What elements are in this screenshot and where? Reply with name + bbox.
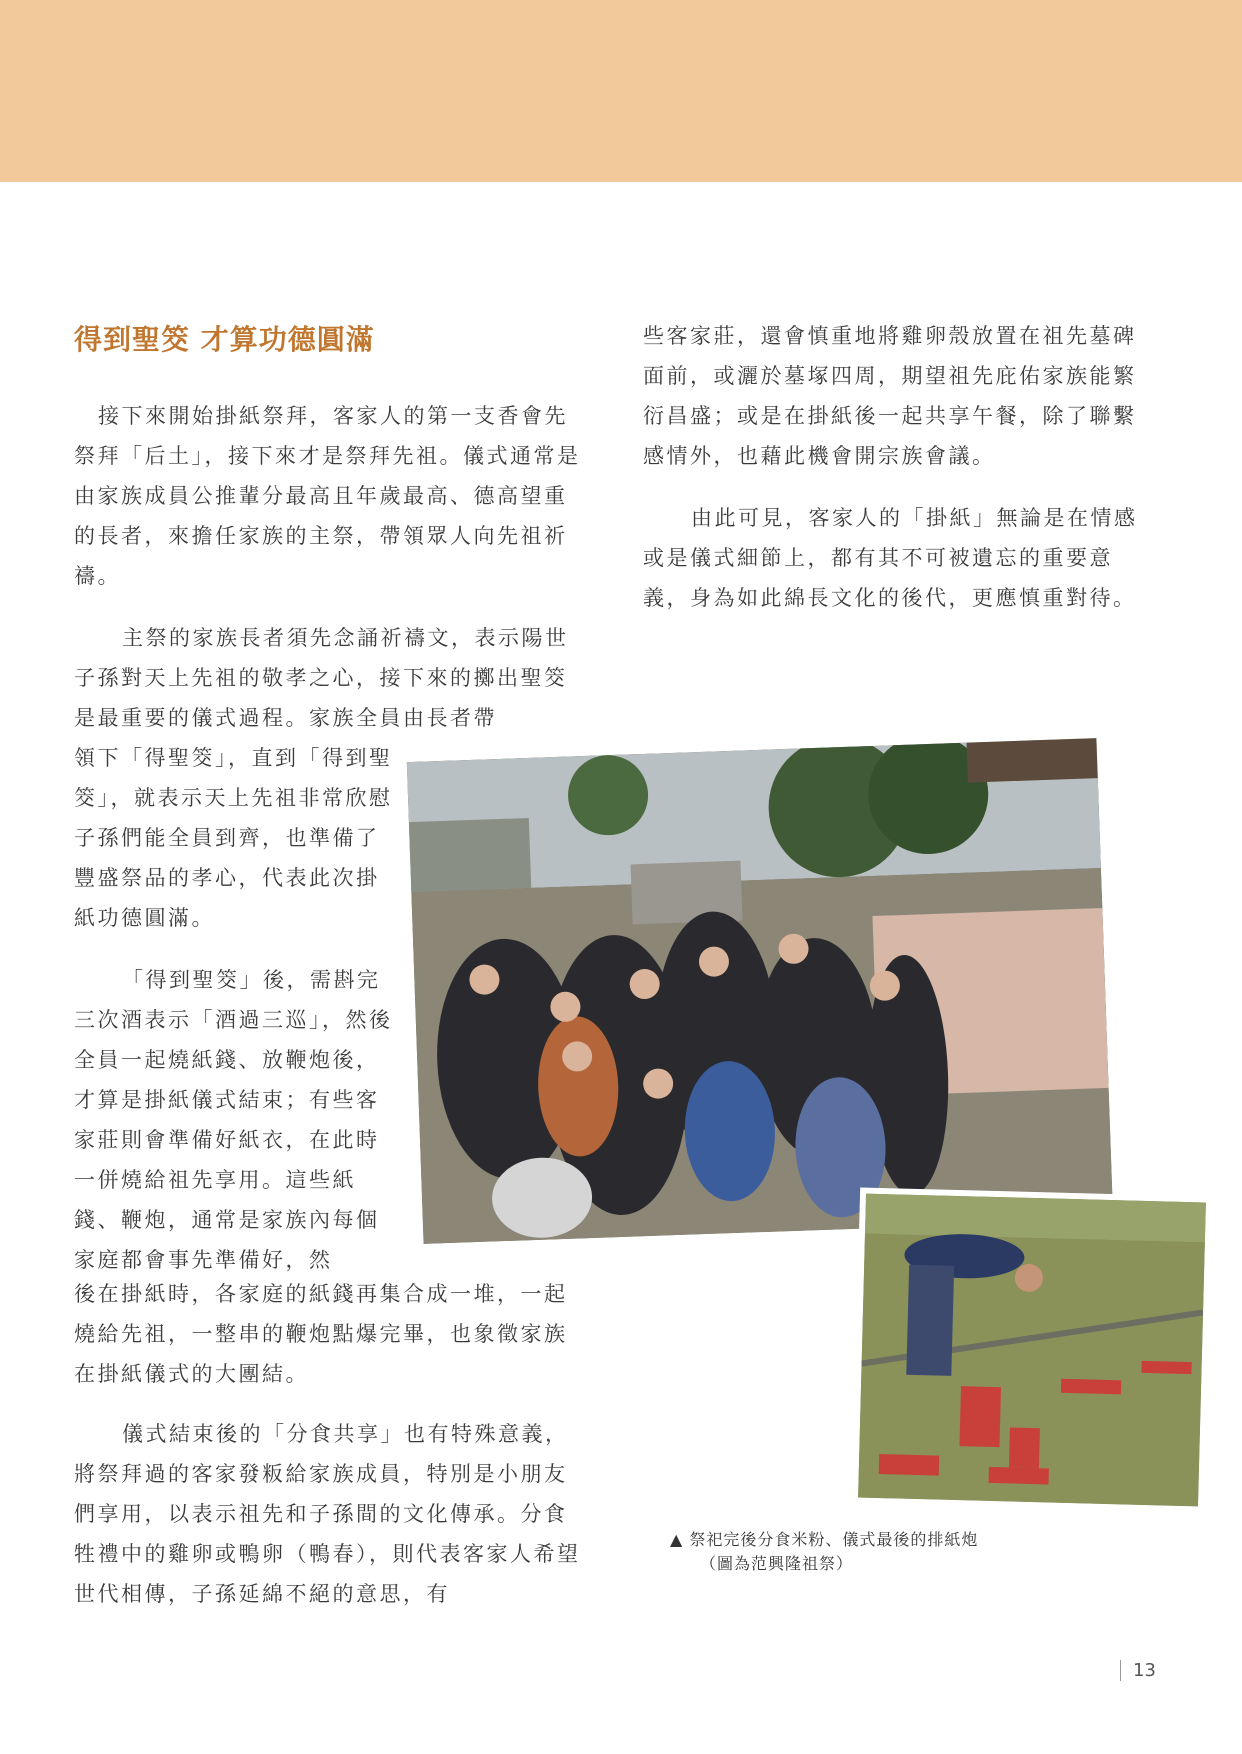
left-column-top bbox=[74, 396, 584, 760]
left-column-continuation bbox=[74, 1274, 584, 1416]
paragraph: 主祭的家族長者須先念誦祈禱文，表示陽世子孫對天上先祖的敬孝之心，接下來的擲出聖筊是最重要的儀式過程。家族全員由長者帶 bbox=[74, 626, 569, 730]
paragraph: 「得到聖筊」後，需斟完三次酒表示「酒過三巡」，然後全員一起燒紙錢、放鞭炮後，才算是掛紙儀式結束；有些客家莊則會準備好紙衣，在此時一併燒給祖先享用。這些紙錢、鞭炮，通常是家族內每個家庭都會事先準備好，然 bbox=[74, 968, 393, 1272]
ceremony-crowd-photo bbox=[407, 738, 1113, 1244]
paragraph: 後在掛紙時，各家庭的紙錢再集合成一堆，一起燒給先祖，一整串的鞭炮點爆完畢，也象徵家族在掛紙儀式的大團結。 bbox=[74, 1282, 568, 1386]
photo-caption bbox=[670, 1528, 978, 1576]
paragraph: 些客家莊，還會慎重地將雞卵殼放置在祖先墓碑面前，或灑於墓塚四周，期望祖先庇佑家族能繁衍昌盛；或是在掛紙後一起共享午餐，除了聯繫感情外，也藉此機會開宗族會議。 bbox=[643, 324, 1137, 468]
firecracker-grass-photo bbox=[858, 1194, 1206, 1507]
paragraph: 儀式結束後的「分食共享」也有特殊意義，將祭拜過的客家發粄給家族成員，特別是小朋友們享用，以表示祖先和子孫間的文化傳承。分食牲禮中的雞卵或鴨卵（鴨春），則代表客家人希望世代相傳，子孫延綿不絕的意思，有 bbox=[74, 1422, 581, 1606]
header-banner bbox=[0, 0, 1242, 182]
left-column-narrow bbox=[74, 738, 394, 1280]
paragraph: 由此可見，客家人的「掛紙」無論是在情感或是儀式細節上，都有其不可被遺忘的重要意義，身為如此綿長文化的後代，更應慎重對待。 bbox=[643, 506, 1138, 610]
left-column-bottom bbox=[74, 1414, 584, 1636]
caption-line: （圖為范興隆祖祭） bbox=[700, 1554, 854, 1573]
right-column bbox=[643, 316, 1153, 640]
paragraph: 領下「得聖筊」，直到「得到聖筊」，就表示天上先祖非常欣慰子孫們能全員到齊，也準備了豐盛祭品的孝心，代表此次掛紙功德圓滿。 bbox=[74, 746, 393, 930]
page-number: 13 bbox=[1120, 1660, 1156, 1681]
paragraph: 接下來開始掛紙祭拜，客家人的第一支香會先祭拜「后土」，接下來才是祭拜先祖。儀式通常是由家族成員公推輩分最高且年歲最高、德高望重的長者，來擔任家族的主祭，帶領眾人向先祖祈禱。 bbox=[74, 404, 581, 588]
caption-line: ▲ 祭祀完後分食米粉、儀式最後的排紙炮 bbox=[670, 1530, 979, 1549]
section-heading: 得到聖筊 才算功德圓滿 bbox=[74, 323, 375, 356]
